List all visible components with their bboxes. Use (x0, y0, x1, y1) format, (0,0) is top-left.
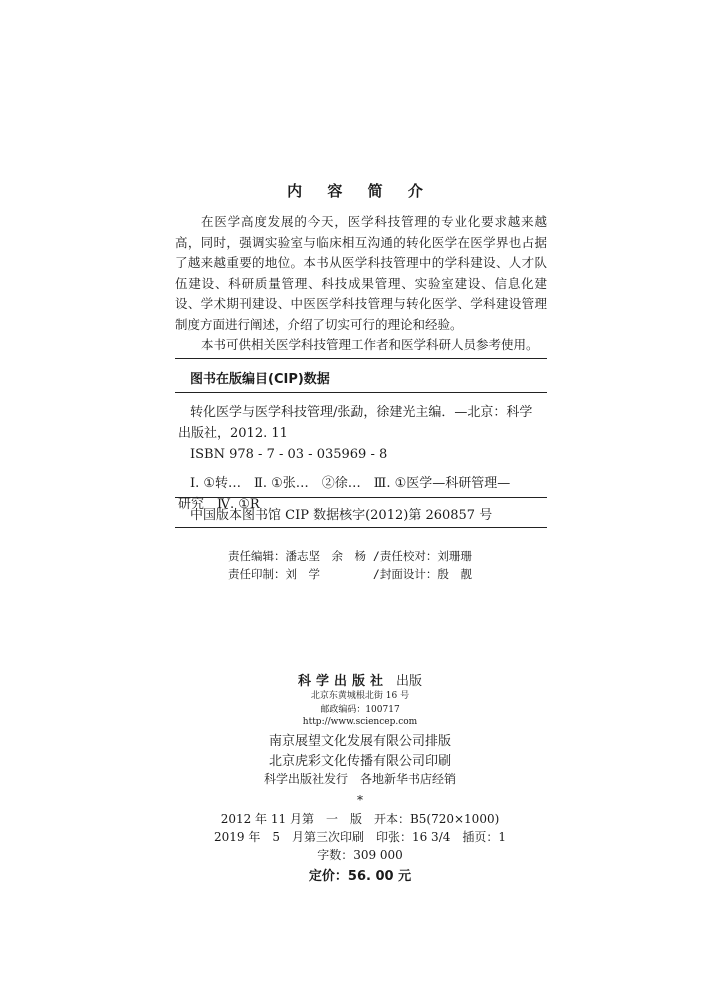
cip-verification: 中国版本图书馆 CIP 数据核字(2012)第 260857 号 (190, 508, 493, 523)
cip-record (178, 402, 548, 515)
staff-line: 责任印制：刘 学 /封面设计：殷 靓 (228, 567, 472, 581)
cip-line: Ⅰ. ①转… Ⅱ. ①张… ②徐… Ⅲ. ①医学—科研管理— (190, 476, 511, 491)
publisher-postcode: 邮政编码：100717 (320, 705, 400, 715)
cip-heading: 图书在版编目(CIP)数据 (190, 372, 330, 387)
typesetter: 南京展望文化发展有限公司排版 (268, 734, 451, 749)
publisher-suffix: 出版 (396, 674, 423, 689)
summary-paragraph: 本书可供相关医学科技管理工作者和医学科研人员参考使用。 (201, 337, 539, 352)
summary-title: 内 容 简 介 (287, 182, 433, 200)
publisher-address: 北京东黄城根北街 16 号 (310, 691, 410, 701)
cip-line: 出版社，2012. 11 (178, 426, 288, 441)
separator-asterisk: * (357, 793, 363, 807)
cip-line: 转化医学与医学科技管理/张勐，徐建光主编．—北京：科学 (190, 405, 533, 420)
publisher-line (0, 670, 720, 689)
divider (175, 392, 547, 393)
staff-line: 责任编辑：潘志坚 余 杨 /责任校对：刘珊珊 (228, 549, 472, 563)
edition-info: 2012 年 11 月第 一 版 开本：B5(720×1000) (220, 812, 500, 826)
summary-body (175, 212, 547, 356)
divider (175, 358, 547, 359)
printing-info: 2019 年 5 月第三次印刷 印张：16 3/4 插页：1 (213, 830, 507, 844)
publisher-name: 科学出版社 (297, 674, 388, 689)
divider (175, 497, 547, 498)
cip-line: 研究 Ⅳ. ①R (178, 497, 260, 512)
cip-line: ISBN 978 - 7 - 03 - 035969 - 8 (190, 447, 388, 462)
summary-paragraph: 在医学高度发展的今天，医学科技管理的专业化要求越来越高，同时，强调实验室与临床相互沟通的转化医学在医学界也占据了越来越重要的地位。本书从医学科技管理中的学科建设、人才队伍建设、科研质量管理、科技成果管理、实验室建设、信息化建设、学术期刊建设、中医医学科技管理与转化医学、学科建设管理制度方面进行阐述，介绍了切实可行的理论和经验。 (175, 214, 547, 332)
publisher-url: http://www.sciencep.com (302, 717, 418, 727)
staff-credits (228, 547, 472, 583)
distribution: 科学出版社发行 各地新华书店经销 (263, 772, 456, 786)
price: 定价：56. 00 元 (308, 869, 412, 884)
printer: 北京虎彩文化传播有限公司印刷 (268, 754, 451, 769)
divider (175, 527, 547, 528)
word-count: 字数：309 000 (317, 848, 403, 862)
